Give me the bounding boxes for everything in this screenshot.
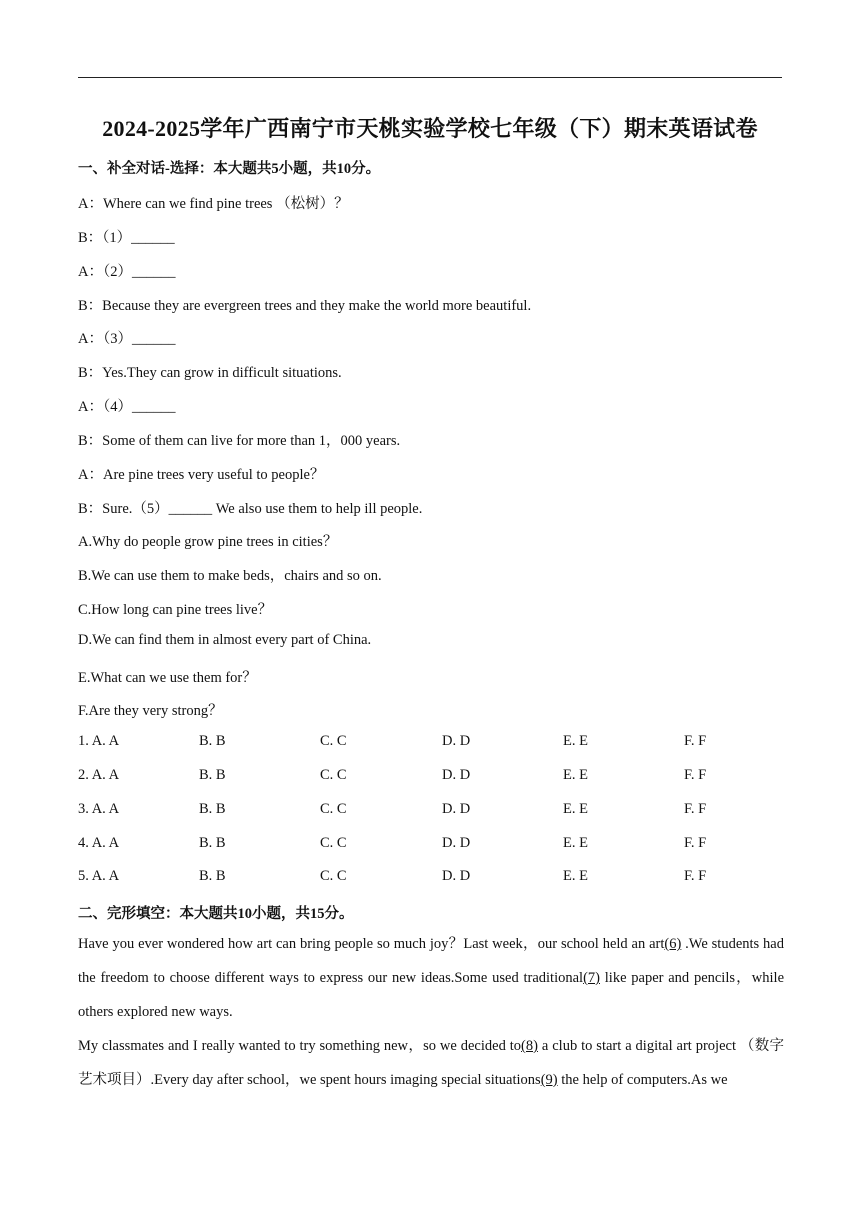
dialogue-line: A：Where can we find pine trees （松树）？ (78, 196, 349, 212)
section-2-heading: 二、完形填空：本大题共10小题，共15分。 (78, 906, 354, 922)
dialogue-line: B：Yes.They can grow in difficult situations. (78, 365, 342, 381)
answer-option[interactable]: F. F (684, 767, 707, 783)
choice-line: B.We can use them to make beds，chairs and so on. (78, 568, 382, 584)
answer-option[interactable]: F. F (684, 868, 707, 884)
answer-option[interactable]: B. B (199, 801, 226, 817)
answer-option[interactable]: D. D (442, 767, 471, 783)
section-1-heading: 一、补全对话-选择：本大题共5小题，共10分。 (78, 161, 381, 177)
answer-option[interactable]: B. B (199, 767, 226, 783)
answer-option[interactable]: F. F (684, 801, 707, 817)
answer-option[interactable]: C. C (320, 868, 347, 884)
choice-line: F.Are they very strong？ (78, 703, 223, 719)
blank-6[interactable]: (6) (664, 936, 682, 952)
paragraph-text: My classmates and I really wanted to try something new，so we decided to (78, 1038, 522, 1054)
answer-option[interactable]: D. D (442, 868, 471, 884)
paragraph-text: Have you ever wondered how art can bring people so much joy？Last week，our school held an art (78, 936, 665, 952)
answer-option[interactable]: E. E (563, 801, 588, 817)
choice-line: C.How long can pine trees live？ (78, 602, 273, 618)
answer-option[interactable]: E. E (563, 767, 588, 783)
choice-line: A.Why do people grow pine trees in cities？ (78, 534, 338, 550)
answer-option[interactable]: F. F (684, 733, 707, 749)
answer-option[interactable]: C. C (320, 733, 347, 749)
dialogue-line: A：（3）______ (78, 331, 176, 347)
answer-option[interactable]: C. C (320, 767, 347, 783)
answer-option[interactable]: 3. A. A (78, 801, 120, 817)
choice-line: D.We can find them in almost every part of China. (78, 632, 372, 648)
dialogue-line: A：（4）______ (78, 399, 176, 415)
dialogue-line: B：Sure.（5）______ We also use them to help ill people. (78, 501, 423, 517)
dialogue-line: B：Some of them can live for more than 1，000 years. (78, 433, 401, 449)
answer-option[interactable]: 1. A. A (78, 733, 120, 749)
paragraph-text: .We students had the freedom to choose different ways to express our new ideas.Some used traditional (78, 936, 784, 986)
dialogue-line: B：（1）______ (78, 230, 175, 246)
answer-option[interactable]: B. B (199, 835, 226, 851)
answer-option[interactable]: E. E (563, 835, 588, 851)
answer-option[interactable]: 5. A. A (78, 868, 120, 884)
dialogue-line: A：Are pine trees very useful to people？ (78, 467, 325, 483)
paragraph-text: a club to start a digital art project （数字艺术项目）.Every day after school，we spent hours imaging special situations (78, 1038, 784, 1088)
answer-option[interactable]: D. D (442, 801, 471, 817)
answer-option[interactable]: 2. A. A (78, 767, 120, 783)
paragraph-text: the help of computers.As we (557, 1072, 728, 1088)
answer-option[interactable]: D. D (442, 733, 471, 749)
dialogue-line: B：Because they are evergreen trees and they make the world more beautiful. (78, 298, 532, 314)
answer-option[interactable]: C. C (320, 835, 347, 851)
page-title: 2024-2025学年广西南宁市天桃实验学校七年级（下）期末英语试卷 (102, 116, 758, 141)
answer-option[interactable]: B. B (199, 733, 226, 749)
answer-option[interactable]: E. E (563, 733, 588, 749)
choice-line: E.What can we use them for？ (78, 670, 257, 686)
dialogue-line: A：（2）______ (78, 264, 176, 280)
answer-option[interactable]: B. B (199, 868, 226, 884)
blank-7[interactable]: (7) (583, 970, 600, 986)
header-rule (78, 77, 782, 78)
answer-option[interactable]: D. D (442, 835, 471, 851)
answer-option[interactable]: E. E (563, 868, 588, 884)
blank-8[interactable]: (8) (521, 1038, 538, 1054)
cloze-paragraph-2 (78, 1029, 784, 1097)
paragraph-text: like paper and pencils，while others explored new ways. (78, 970, 785, 1020)
cloze-paragraph-1 (78, 927, 784, 1029)
answer-option[interactable]: C. C (320, 801, 347, 817)
blank-9[interactable]: (9) (540, 1072, 558, 1088)
answer-option[interactable]: 4. A. A (78, 835, 120, 851)
answer-option[interactable]: F. F (684, 835, 707, 851)
